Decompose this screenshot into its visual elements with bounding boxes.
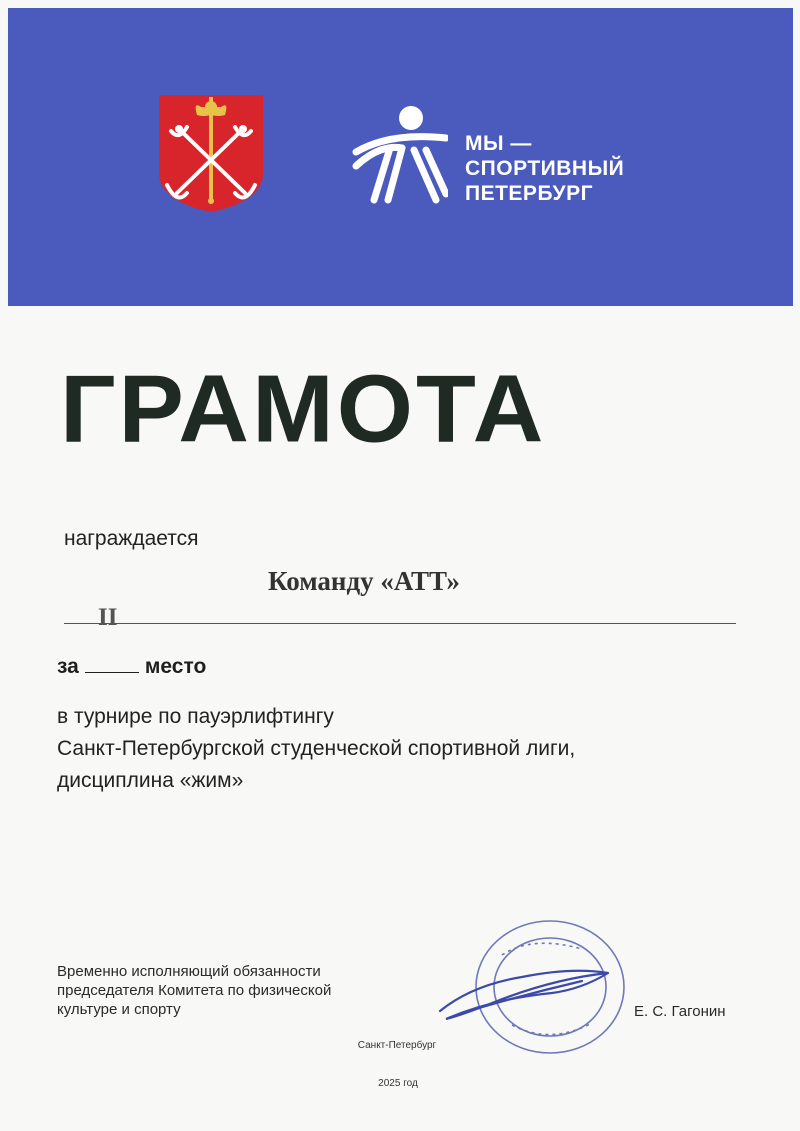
signer-position	[57, 962, 331, 1019]
document-title: ГРАМОТА	[60, 354, 547, 462]
logo-line-2: СПОРТИВНЫЙ	[465, 157, 625, 180]
year-text: 2025 год	[378, 1078, 418, 1089]
year-label	[0, 1078, 800, 1089]
handwritten-place: II	[98, 604, 118, 631]
city-label	[0, 1040, 800, 1051]
position-line-2: председателя Комитета по физической	[57, 982, 332, 999]
description-line-1: в турнире по пауэрлифтингу	[57, 705, 334, 728]
award-description	[57, 701, 575, 797]
running-figure-icon	[350, 104, 448, 204]
place-blank	[85, 654, 139, 673]
sport-logo-text	[465, 131, 624, 206]
place-label: место	[144, 655, 207, 678]
for-label: за	[57, 655, 79, 678]
position-line-3: культуре и спорту	[57, 1001, 181, 1018]
logo-line-1: МЫ —	[465, 132, 532, 155]
place-line	[57, 654, 206, 679]
signer-name: Е. С. Гагонин	[634, 1003, 726, 1020]
recipient-name: Команду «АТТ»	[268, 566, 460, 596]
description-line-3: дисциплина «жим»	[57, 769, 244, 792]
description-line-2: Санкт-Петербургской студенческой спортивной лиги,	[57, 737, 576, 760]
recipient-underline	[64, 623, 736, 624]
awarded-label: награждается	[64, 527, 199, 550]
logo-line-3: ПЕТЕРБУРГ	[465, 182, 593, 205]
position-line-1: Временно исполняющий обязанности	[57, 963, 321, 980]
city-text: Санкт-Петербург	[357, 1040, 437, 1051]
spb-coat-of-arms-icon	[157, 93, 265, 214]
